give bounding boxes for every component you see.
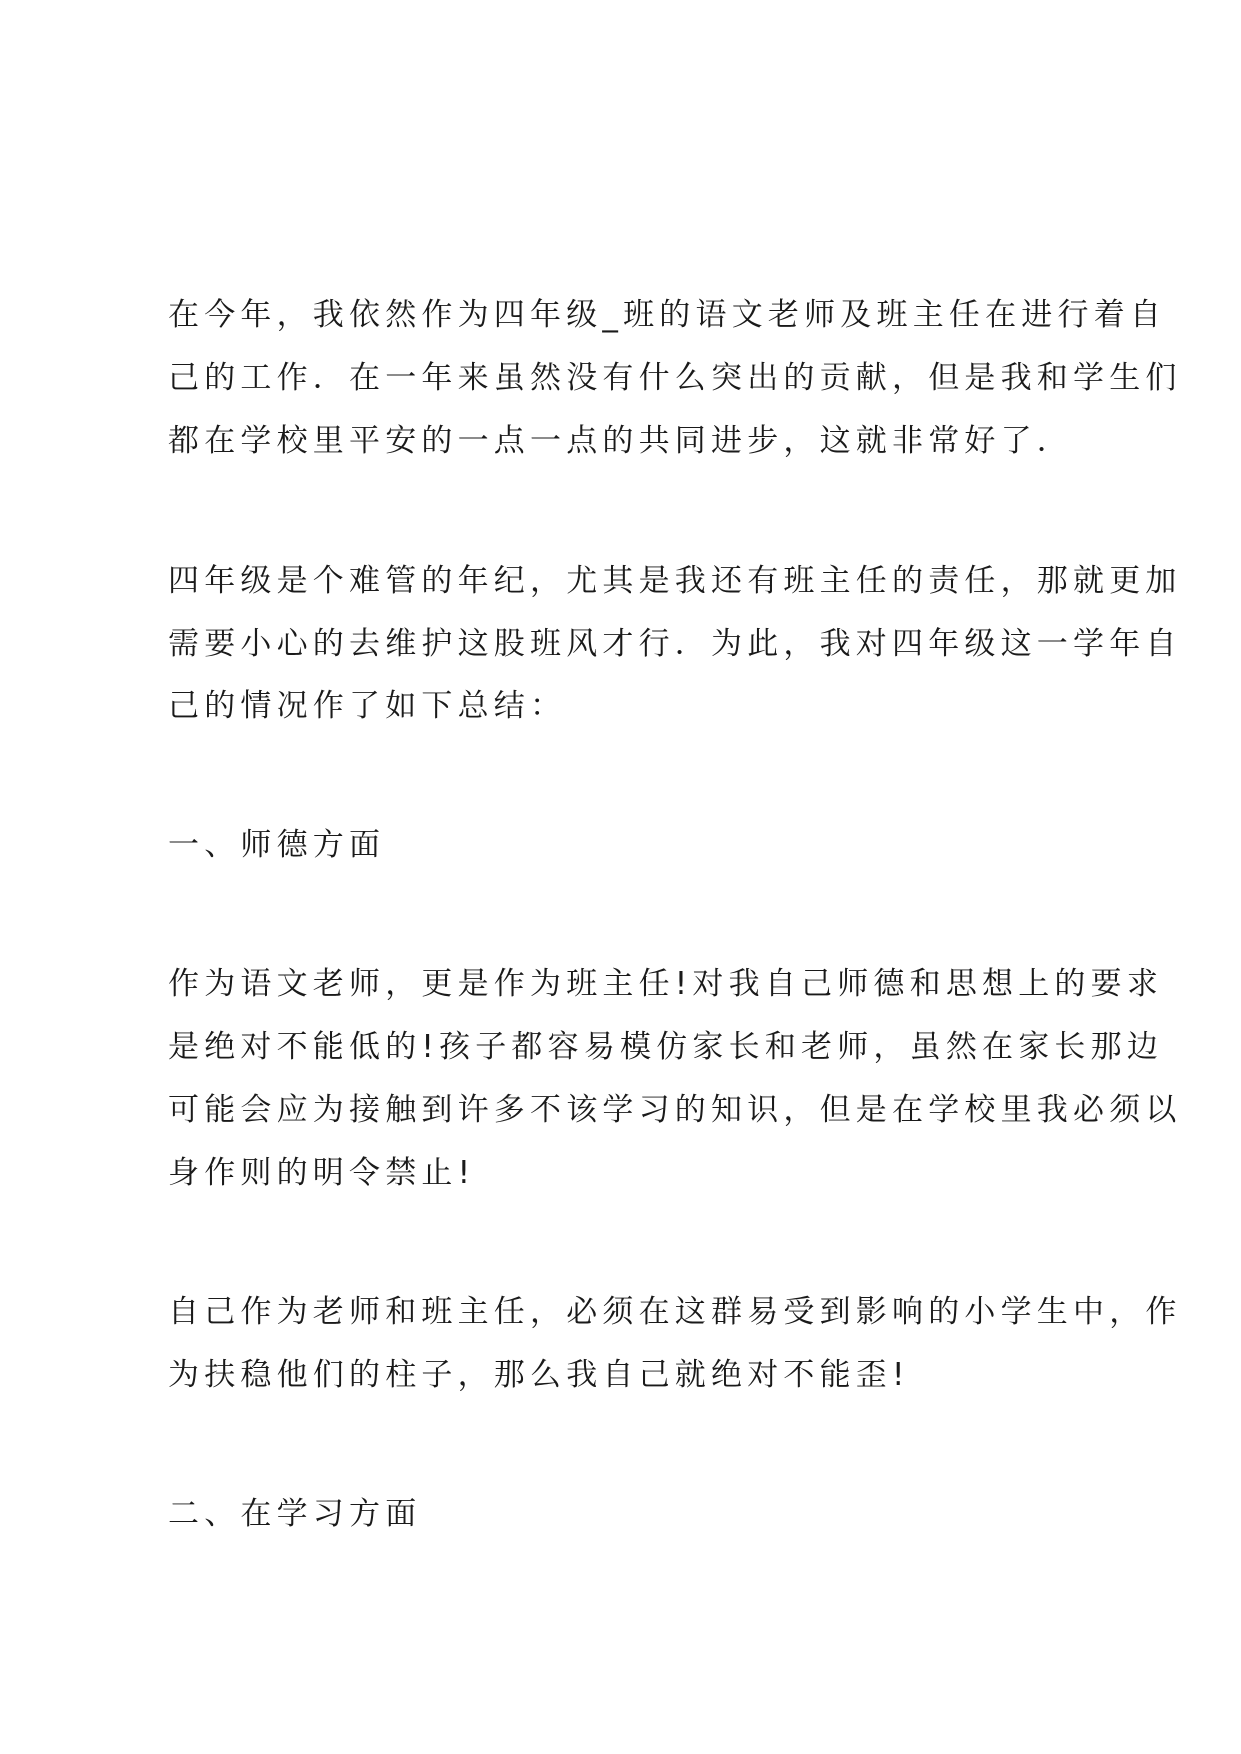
section-heading-study: 二、在学习方面	[168, 1496, 422, 1532]
paragraph-3-line-3: 可能会应为接触到许多不该学习的知识，但是在学校里我必须以	[168, 1092, 1182, 1128]
paragraph-4-line-2: 为扶稳他们的柱子，那么我自己就绝对不能歪!	[168, 1357, 910, 1393]
paragraph-4-line-1: 自己作为老师和班主任，必须在这群易受到影响的小学生中，作	[168, 1294, 1182, 1330]
section-heading-teacher-ethics: 一、师德方面	[168, 827, 386, 863]
paragraph-1-line-2: 己的工作．在一年来虽然没有什么突出的贡献，但是我和学生们	[168, 360, 1182, 396]
paragraph-2-line-2: 需要小心的去维护这股班风才行．为此，我对四年级这一学年自	[168, 626, 1182, 662]
paragraph-3-line-2: 是绝对不能低的!孩子都容易模仿家长和老师，虽然在家长那边	[168, 1029, 1164, 1065]
paragraph-2-line-1: 四年级是个难管的年纪，尤其是我还有班主任的责任，那就更加	[168, 563, 1182, 599]
paragraph-1-line-3: 都在学校里平安的一点一点的共同进步，这就非常好了．	[168, 423, 1073, 459]
paragraph-3-line-4: 身作则的明令禁止!	[168, 1155, 476, 1191]
paragraph-2-line-3: 己的情况作了如下总结：	[168, 688, 567, 724]
paragraph-1-line-1: 在今年，我依然作为四年级_班的语文老师及班主任在进行着自	[168, 297, 1167, 333]
paragraph-3-line-1: 作为语文老师，更是作为班主任!对我自己师德和思想上的要求	[168, 966, 1164, 1002]
